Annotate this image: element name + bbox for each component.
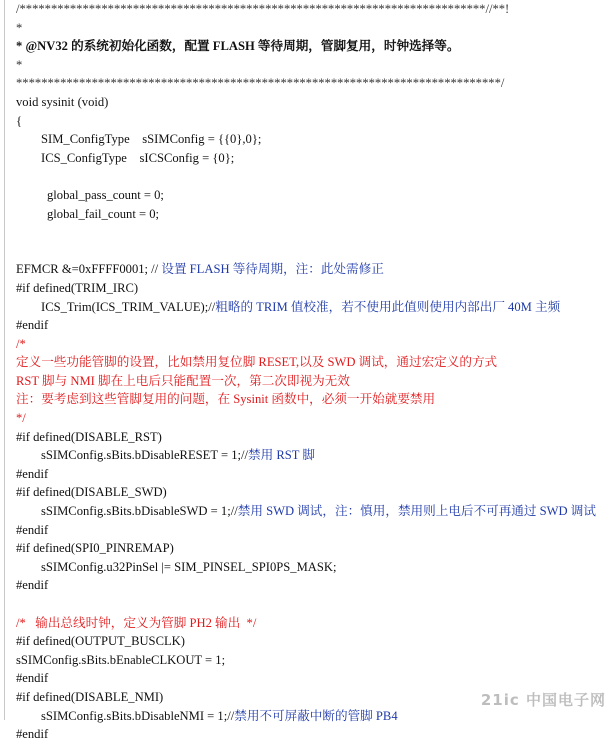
blank-line <box>16 167 616 186</box>
busclk-if: #if defined(OUTPUT_BUSCLK) <box>16 634 185 649</box>
busclk-comment: /* 输出总线时钟，定义为管脚 PH2 输出 */ <box>16 615 257 630</box>
swd-comment: 禁用 SWD 调试，注：慎用，禁用则上电后不可再通过 SWD 调试 <box>237 504 596 519</box>
trim-line <box>16 298 616 317</box>
nmi-code: sSIMConfig.sBits.bDisableNMI = 1;// <box>41 708 235 723</box>
spi-endif: #endif <box>16 578 49 593</box>
block-comment-line3: 注：要考虑到这些管脚复用的问题，在 Sysinit 函数中，必须一开始就要禁用 <box>16 392 436 407</box>
open-brace: { <box>16 113 23 128</box>
watermark-logo: 21ic 中国电子网 <box>480 691 606 709</box>
decl-sim-config: SIM_ConfigType sSIMConfig = {{0},0}; <box>41 132 262 147</box>
nmi-endif: #endif <box>16 727 49 742</box>
rst-code: sSIMConfig.sBits.bDisableRESET = 1;// <box>41 448 248 463</box>
busclk-endif: #endif <box>16 671 49 686</box>
global-pass-count: global_pass_count = 0; <box>47 187 164 202</box>
blank-line <box>16 595 616 614</box>
rst-if: #if defined(DISABLE_RST) <box>16 429 162 444</box>
efmcr-line <box>16 260 616 279</box>
comment-description <box>16 37 616 56</box>
decl-ics-config: ICS_ConfigType sICSConfig = {0}; <box>41 150 235 165</box>
comment-desc-text: 的系统初始化函数，配置 FLASH 等待周期，管脚复用，时钟选择等。 <box>71 39 460 54</box>
block-comment-line1: 定义一些功能管脚的设置，比如禁用复位脚 RESET,以及 SWD 调试，通过宏定义的方式 <box>16 355 498 370</box>
trim-comment: 粗略的 TRIM 值校准，若不使用此值则使用内部出厂 40M 主频 <box>215 299 561 314</box>
trim-code: ICS_Trim(ICS_TRIM_VALUE);// <box>41 299 216 314</box>
page-edge-line <box>4 0 5 720</box>
comment-bottom-border: *****************************************************************************/ <box>16 76 505 91</box>
code-document <box>16 0 616 744</box>
comment-blank-line: * <box>16 20 23 35</box>
busclk-code: sSIMConfig.sBits.bEnableCLKOUT = 1; <box>16 652 226 667</box>
rst-line <box>16 446 616 465</box>
comment-blank-line: * <box>16 57 23 72</box>
block-comment-open: /* <box>16 336 26 351</box>
comment-top-border: /**************************************************************************//**! <box>16 2 510 16</box>
comment-desc-prefix: * @NV32 <box>16 39 72 54</box>
swd-code: sSIMConfig.sBits.bDisableSWD = 1;// <box>41 504 238 519</box>
trim-if: #if defined(TRIM_IRC) <box>16 280 139 295</box>
spi-if: #if defined(SPI0_PINREMAP) <box>16 541 174 556</box>
trim-endif: #endif <box>16 318 49 333</box>
spi-code: sSIMConfig.u32PinSel |= SIM_PINSEL_SPI0PS_MASK; <box>41 559 337 574</box>
nmi-comment: 禁用不可屏蔽中断的管脚 PB4 <box>234 708 398 723</box>
efmcr-code: EFMCR &=0xFFFF0001; // <box>16 262 162 277</box>
rst-comment: 禁用 RST 脚 <box>248 448 315 463</box>
swd-if: #if defined(DISABLE_SWD) <box>16 485 167 500</box>
blank-line <box>16 223 616 242</box>
swd-endif: #endif <box>16 522 49 537</box>
block-comment-line2: RST 脚与 NMI 脚在上电后只能配置一次，第二次即视为无效 <box>16 373 350 388</box>
efmcr-comment: 设置 FLASH 等待周期，注：此处需修正 <box>161 262 384 277</box>
nmi-if: #if defined(DISABLE_NMI) <box>16 689 164 704</box>
block-comment-close: */ <box>16 411 26 426</box>
blank-line <box>16 242 616 261</box>
function-signature: void sysinit (void) <box>16 94 109 109</box>
global-fail-count: global_fail_count = 0; <box>47 206 160 221</box>
rst-endif: #endif <box>16 466 49 481</box>
swd-line <box>16 502 616 521</box>
